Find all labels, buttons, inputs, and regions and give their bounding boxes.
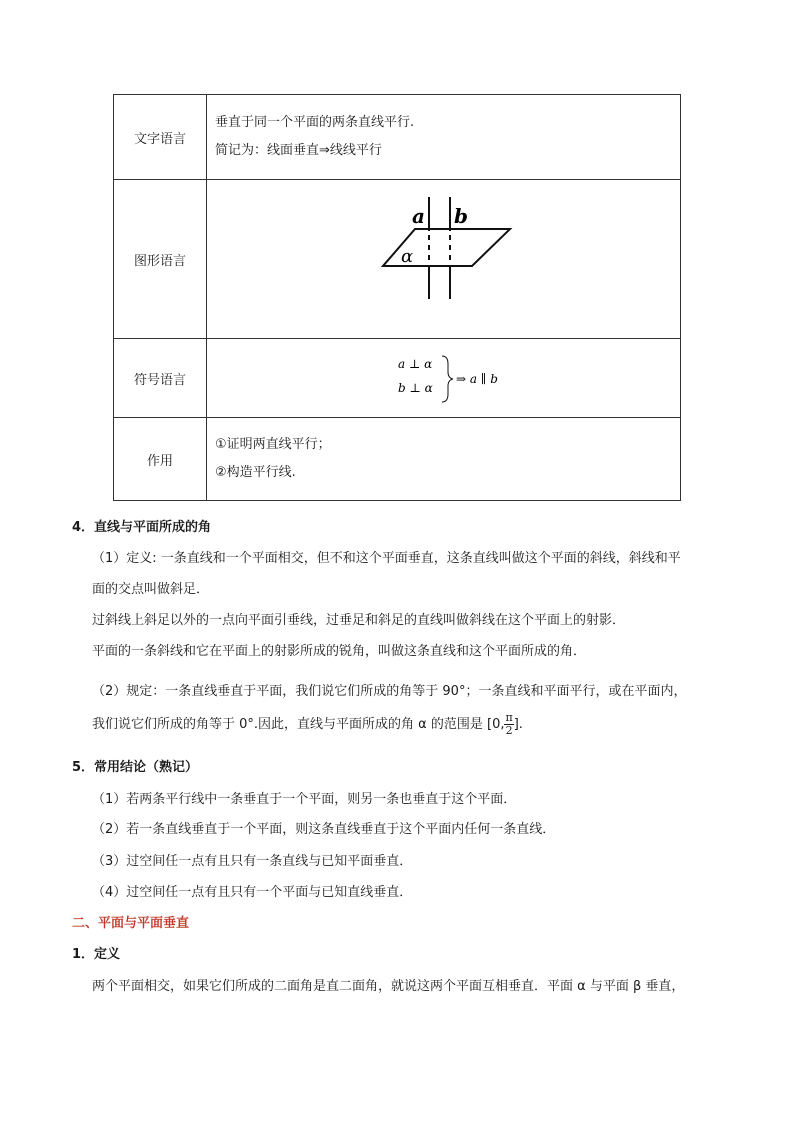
row-label: 文字语言 <box>114 95 207 180</box>
text-line: 简记为：线面垂直⇒线线平行 <box>215 143 382 158</box>
range-text: 我们说它们所成的角等于 0°.因此，直线与平面所成的角 α 的范围是 [0, <box>92 717 505 732</box>
table-row <box>114 418 681 501</box>
brace <box>442 356 453 402</box>
row-content <box>207 418 681 501</box>
part-2-heading: 二、平面与平面垂直 <box>72 916 190 931</box>
paragraph: （2）规定：一条直线垂直于平面，我们说它们所成的角等于 90°；一条直线和平面平行，或在平面内， <box>92 684 687 699</box>
paragraph: 面的交点叫做斜足． <box>92 582 210 597</box>
symbol-result: ⇒ a ∥ b <box>455 372 498 386</box>
table-row <box>114 339 681 418</box>
label-alpha: α <box>401 246 414 267</box>
text-line: ①证明两直线平行； <box>215 437 331 452</box>
label-a: a <box>412 204 425 228</box>
list-item: （1）若两条平行线中一条垂直于一个平面，则另一条也垂直于这个平面． <box>92 792 517 807</box>
symbol-line-1: a ⊥ α <box>397 357 432 371</box>
table-row <box>114 180 681 339</box>
table-row <box>114 95 681 180</box>
paragraph: （1）定义: 一条直线和一个平面相交，但不和这个平面垂直，这条直线叫做这个平面的斜线，斜线和平 <box>92 551 681 566</box>
text-line: ②构造平行线. <box>215 465 296 480</box>
label-b: b <box>454 204 468 228</box>
symbol-expression <box>218 348 678 408</box>
row-label: 符号语言 <box>114 339 207 418</box>
pi-over-two: $\frac{\pi}{2}$ <box>505 711 513 737</box>
row-label: 图形语言 <box>114 180 207 339</box>
paragraph: 两个平面相交，如果它们所成的二面角是直二面角，就说这两个平面互相垂直．平面 α 与平面 β 垂直， <box>92 979 685 994</box>
paragraph: 过斜线上斜足以外的一点向平面引垂线，过垂足和斜足的直线叫做斜线在这个平面上的射影． <box>92 613 626 628</box>
list-item: （4）过空间任一点有且只有一个平面与已知直线垂直． <box>92 885 413 900</box>
text-line: 垂直于同一个平面的两条直线平行. <box>215 115 415 130</box>
symbol-line-2: b ⊥ α <box>397 381 433 395</box>
theorem-table <box>113 94 681 501</box>
section-4-heading: 4．直线与平面所成的角 <box>72 520 212 535</box>
paragraph-with-fraction <box>92 712 734 737</box>
paragraph: 平面的一条斜线和它在平面上的射影所成的锐角，叫做这条直线和这个平面所成的角． <box>92 644 587 659</box>
row-content <box>207 95 681 180</box>
definition-heading: 1．定义 <box>72 947 121 962</box>
parallel-lines-figure <box>215 189 675 329</box>
row-label: 作用 <box>114 418 207 501</box>
range-close: ]. <box>513 717 523 732</box>
list-item: （3）过空间任一点有且只有一条直线与已知平面垂直． <box>92 854 413 869</box>
section-5-heading: 5．常用结论（熟记） <box>72 760 199 775</box>
list-item: （2）若一条直线垂直于一个平面，则这条直线垂直于这个平面内任何一条直线． <box>92 822 556 837</box>
row-content <box>207 180 681 339</box>
row-content <box>207 339 681 418</box>
